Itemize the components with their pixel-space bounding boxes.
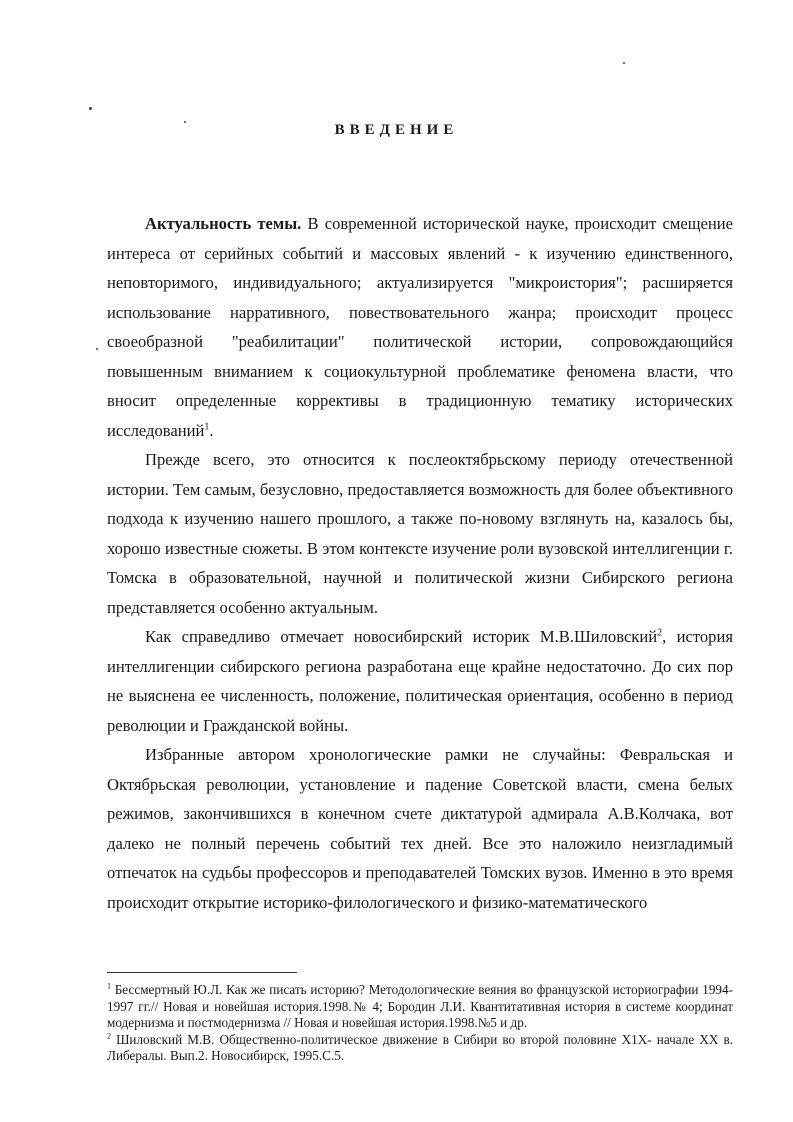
footnote-mark: 1 (107, 981, 111, 991)
body-text (107, 209, 733, 917)
paragraph-chronology: Избранные автором хронологические рамки не случайны: Февральская и Октябрьская революции, установление и падение Советской власти, смена белых режимов, закончившихся в конечном счете диктатурой адмирала А.В.Колчака, вот далеко не полный перечень событий тех дней. Все это наложило неизгладимый отпечаток на судьбы профессоров и преподавателей Томских вузов. Именно в это время происходит открытие историко-филологического и физико-математического (107, 745, 733, 912)
footnote-text: Бессмертный Ю.Л. Как же писать историю? Методологические веяния во французской историографии 1994-1997 гг.// Новая и новейшая история.1998.№ 4; Бородин Л.И. Квантитативная история в системе координат модернизма и постмодернизма // Новая и новейшая история.1998.№5 и др. (107, 982, 733, 1030)
paragraph-shilovsky (107, 622, 733, 740)
paragraph-text: В современной исторической науке, происходит смещение интереса от серийных событий и массовых явлений - к изучению единственного, неповторимого, индивидуального; актуализируется "микроистория"; расширяется использование нарративного, повествовательного жанра; происходит процесс своеобразной "реабилитации" политической истории, сопровождающийся повышенным вниманием к социокультурной проблематике феномена власти, что вносит определенные коррективы в традиционную тематику исторических исследований (107, 214, 733, 440)
footnote-divider (107, 972, 297, 973)
paragraph-relevance (107, 209, 733, 445)
footnote-1 (107, 982, 733, 1032)
paragraph-period: Прежде всего, это относится к послеоктябрьскому периоду отечественной истории. Тем самым, безусловно, предоставляется возможность для более объективного подхода к изучению нашего прошлого, а также по-новому взглянуть на, казалось бы, хорошо известные сюжеты. В этом контексте изучение роли вузовской интеллигенции г. Томска в образовательной, научной и политической жизни Сибирского региона представляется особенно актуальным. (107, 450, 733, 617)
footnote-ref: 1 (204, 420, 210, 432)
footnote-ref: 2 (657, 627, 663, 639)
page-title: ВВЕДЕНИЕ (334, 122, 459, 138)
footnote-mark: 2 (107, 1031, 111, 1041)
footnote-2 (107, 1032, 733, 1065)
paragraph-text: , история интеллигенции сибирского региона разработана еще крайне недостаточно. До сих пор не выяснена ее численность, положение, политическая ориентация, особенно в период революции и Гражданской войны. (107, 627, 733, 735)
footnote-text: Шиловский М.В. Общественно-политическое движение в Сибири во второй половине Х1Х- начале ХХ в. Либералы. Вып.2. Новосибирск, 1995.С.5. (107, 1031, 733, 1063)
paragraph-end: . (209, 420, 214, 440)
scan-speck (96, 348, 98, 350)
scan-speck (89, 107, 92, 110)
footnotes (107, 982, 733, 1065)
scan-speck (623, 62, 625, 64)
relevance-heading: Актуальность темы. (145, 214, 302, 233)
paragraph-text: Как справедливо отмечает новосибирский историк М.В.Шиловский (145, 627, 658, 646)
